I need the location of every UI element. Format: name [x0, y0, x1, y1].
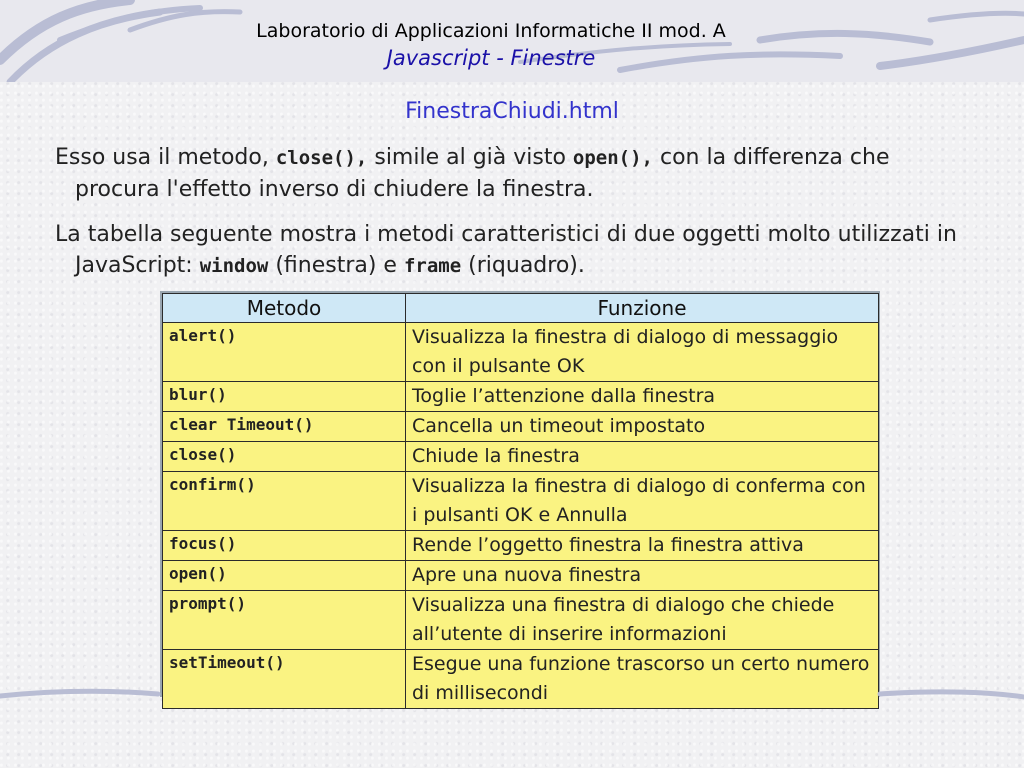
header-subtitle: Javascript - Finestre: [386, 46, 596, 70]
function-cell: Toglie l’attenzione dalla finestra: [406, 382, 879, 412]
function-cell: Esegue una funzione trascorso un certo numero di millisecondi: [406, 650, 879, 709]
function-cell: Rende l’oggetto finestra la finestra attiva: [406, 531, 879, 561]
para2-text-2: (finestra) e: [268, 253, 404, 278]
file-link[interactable]: FinestraChiudi.html: [405, 99, 619, 124]
function-cell: Visualizza la finestra di dialogo di messaggio con il pulsante OK: [406, 323, 879, 382]
header-function: Funzione: [406, 294, 879, 323]
methods-table-frame: [160, 291, 880, 704]
method-cell: open(): [163, 561, 406, 591]
code-close: close(),: [275, 147, 368, 169]
method-cell: prompt(): [163, 591, 406, 650]
table-row: [163, 412, 879, 442]
methods-table: [162, 293, 879, 709]
paragraph-close: [55, 142, 975, 205]
method-cell: confirm(): [163, 472, 406, 531]
code-window: window: [199, 255, 269, 277]
table-row: [163, 650, 879, 709]
method-cell: setTimeout(): [163, 650, 406, 709]
method-cell: focus(): [163, 531, 406, 561]
method-cell: close(): [163, 442, 406, 472]
function-cell: Visualizza una finestra di dialogo che chiede all’utente di inserire informazioni: [406, 591, 879, 650]
function-cell: Chiude la finestra: [406, 442, 879, 472]
para1-text-1: Esso usa il metodo,: [55, 145, 276, 170]
function-cell: Cancella un timeout impostato: [406, 412, 879, 442]
table-row: [163, 591, 879, 650]
code-open: open(),: [572, 147, 653, 169]
table-row: [163, 531, 879, 561]
method-cell: clear Timeout(): [163, 412, 406, 442]
para2-text-3: (riquadro).: [461, 253, 585, 278]
function-cell: Visualizza la finestra di dialogo di conferma con i pulsanti OK e Annulla: [406, 472, 879, 531]
table-row: [163, 382, 879, 412]
code-frame: frame: [403, 255, 462, 277]
table-row: [163, 561, 879, 591]
table-header-row: [163, 294, 879, 323]
function-cell: Apre una nuova finestra: [406, 561, 879, 591]
method-cell: blur(): [163, 382, 406, 412]
paragraph-table-intro: [55, 219, 975, 282]
method-cell: alert(): [163, 323, 406, 382]
header-title: Laboratorio di Applicazioni Informatiche II mod. A: [256, 20, 726, 42]
para2-text-1: La tabella seguente mostra i metodi caratteristici di due oggetti molto utilizzati in JavaScript:: [55, 222, 957, 278]
para1-text-3: con la differenza che procura l'effetto inverso di chiudere la finestra.: [75, 145, 890, 202]
table-row: [163, 472, 879, 531]
header-method: Metodo: [163, 294, 406, 323]
table-row: [163, 442, 879, 472]
para1-text-2: simile al già visto: [367, 145, 573, 170]
table-row: [163, 323, 879, 382]
